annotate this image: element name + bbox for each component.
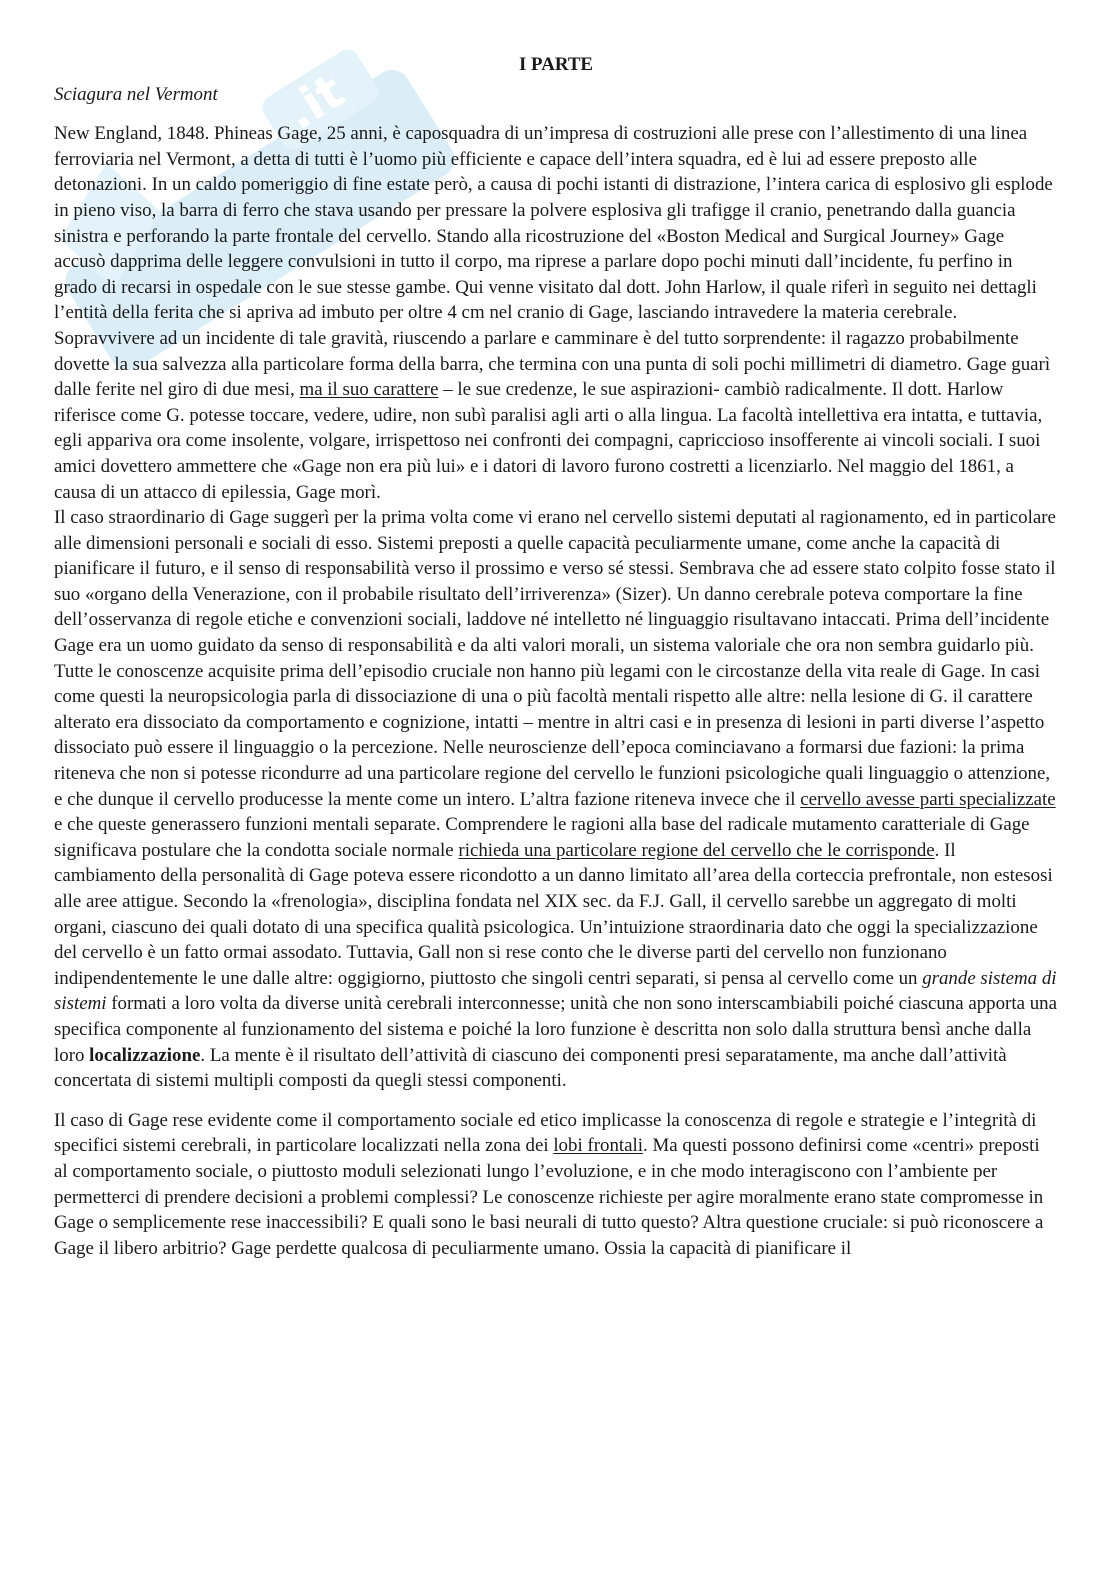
paragraph-1 xyxy=(54,121,1058,505)
paragraph-text: . Ma questi possono definirsi come «centri» preposti al comportamento sociale, o piuttosto moduli selezionati lungo l’evoluzione, e in che modo interagiscono con l’ambiente per permetterci di prendere decisioni a problemi complessi? Le conoscenze richieste per agire moralmente erano state compromesse in Gage o semplicemente rese inaccessibili? E quali sono le basi neurali di tutto questo? Altra questione cruciale: si può riconoscere a Gage il libero arbitrio? Gage perdette qualcosa di peculiarmente umano. Ossia la capacità di pianificare il xyxy=(54,1135,1044,1259)
paragraph-text: Il caso straordinario di Gage suggerì per la prima volta come vi erano nel cervello sistemi deputati al ragionamento, ed in particolare alle dimensioni personali e sociali di esso. Sistemi preposti a quelle capacità peculiarmente umane, come anche la capacità di pianificare il futuro, e il senso di responsabilità verso il prossimo e verso sé stessi. Sembrava che ad essere stato colpito fosse stato il suo «organo della Venerazione, con il probabile risultato dell’irriverenza» (Sizer). Un danno cerebrale poteva comportare la fine dell’osservanza di regole etiche e convenzioni sociali, laddove né intelletto né linguaggio risultavano intaccati. Prima dell’incidente Gage era un uomo guidato da senso di responsabilità e da alti valori morali, un sistema valoriale che ora non sembra guidarlo più. Tutte le conoscenze acquisite prima dell’episodio cruciale non hanno più legami con le circostanze della vita reale di Gage. In casi come questi la neuropsicologia parla di dissociazione di una o più facoltà mentali rispetto alle altre: nella lesione di G. il carattere alterato era dissociato da comportamento e cognizione, intatti – mentre in altri casi e in presenza di lesioni in parti diverse l’aspetto dissociato può essere il linguaggio o la percezione. Nelle neuroscienze dell’epoca cominciavano a formarsi due fazioni: la prima riteneva che non si potesse ricondurre ad una particolare regione del cervello le funzioni psicologiche quali linguaggio o attenzione, e che dunque il cervello producesse la mente come un intero. L’altra fazione riteneva invece che il xyxy=(54,507,1056,810)
paragraph-text: Il caso di Gage rese evidente come il comportamento sociale ed etico implicasse la conoscenza di regole e strategie e l’integrità di specifici sistemi cerebrali, in particolare localizzati nella zona dei xyxy=(54,1109,1037,1157)
section-subtitle: Sciagura nel Vermont xyxy=(54,83,218,105)
bold-text: localizzazione xyxy=(89,1044,201,1066)
underlined-text: richieda una particolare regione del cervello che le corrisponde xyxy=(458,839,935,861)
paragraph-text: . Il cambiamento della personalità di Gage poteva essere ricondotto a un danno limitato all’area della corteccia prefrontale, non estesosi alle aree attigue. Secondo la «frenologia», disciplina fondata nel XIX sec. da F.J. Gall, il cervello sarebbe un aggregato di molti organi, ciascuno dei quali dotato di una specifica qualità psicologica. Un’intuizione straordinaria dato che oggi la specializzazione del cervello è un fatto ormai assodato. Tuttavia, Gall non si rese conto che le diverse parti del cervello non funzionano indipendentemente le une dalle altre: oggigiorno, piuttosto che singoli centri separati, si pensa al cervello come un xyxy=(54,839,1053,989)
paragraph-text: formati a loro volta da diverse unità cerebrali interconnesse; unità che non sono interscambiabili poiché ciascuna apporta una specifica componente al funzionamento del sistema e poiché la loro funzione è descritta non solo dalla struttura bensì anche dalla loro xyxy=(54,993,1057,1066)
underlined-text: cervello avesse parti specializzate xyxy=(800,788,1056,810)
paragraph-text: New England, 1848. Phineas Gage, 25 anni, è caposquadra di un’impresa di costruzioni alle prese con l’allestimento di una linea ferroviaria nel Vermont, a detta di tutti è l’uomo più efficiente e capace dell’intera squadra, ed è lui ad essere preposto alle detonazioni. In un caldo pomeriggio di fine estate però, a causa di pochi istanti di distrazione, l’intera carica di esplosivo gli esplode in pieno viso, la barra di ferro che stava usando per pressare la polvere esplosiva gli trafigge il cranio, penetrando dalla guancia sinistra e perforando la parte frontale del cervello. Stando alla ricostruzione del «Boston Medical and Surgical Journey» Gage accusò dapprima delle leggere convulsioni in tutto il corpo, ma riprese a parlare dopo pochi minuti dall’incidente, fu perfino in grado di recarsi in ospedale con le sue stesse gambe. Qui venne visitato dal dott. John Harlow, il quale riferì in seguito nei dettagli l’entità della ferita che si apriva ad imbuto per oltre 4 cm nel cranio di Gage, lasciando intravedere la materia cerebrale. Sopravvivere ad un incidente di tale gravità, riuscendo a parlare e camminare è del tutto sorprendente: il ragazzo probabilmente dovette la sua salvezza alla particolare forma della barra, che termina con una punta di soli pochi millimetri di diametro. Gage guarì dalle ferite nel giro di due mesi, xyxy=(54,123,1053,401)
underlined-text: lobi frontali xyxy=(553,1135,644,1157)
page-title: I PARTE xyxy=(518,54,594,75)
svg-text:.it: .it xyxy=(275,63,354,142)
document-content xyxy=(54,52,1058,1261)
paragraph-3 xyxy=(54,1108,1058,1262)
paragraph-text: . La mente è il risultato dell’attività di ciascuno dei componenti presi separatamente, ma anche dall’attività concertata di sistemi multipli composti da quegli stessi componenti. xyxy=(54,1044,1007,1092)
underlined-text: ma il suo carattere xyxy=(299,379,439,401)
paragraph-2 xyxy=(54,505,1058,1094)
paragraph-text: – le sue credenze, le sue aspirazioni- cambiò radicalmente. Il dott. Harlow riferisce come G. potesse toccare, vedere, udire, non subì paralisi agli arti o alla lingua. La facoltà intellettiva era intatta, e tuttavia, egli appariva ora come insolente, volgare, irrispettoso nei confronti dei compagni, capriccioso insofferente ai vincoli sociali. I suoi amici dovettero ammettere che «Gage non era più lui» e i datori di lavoro furono costretti a licenziarlo. Nel maggio del 1861, a causa di un attacco di epilessia, Gage morì. xyxy=(54,379,1043,503)
italic-text: grande sistema di sistemi xyxy=(54,967,1057,1015)
paragraph-text: e che queste generassero funzioni mentali separate. Comprendere le ragioni alla base del radicale mutamento caratteriale di Gage significava postulare che la condotta sociale normale xyxy=(54,814,1030,861)
